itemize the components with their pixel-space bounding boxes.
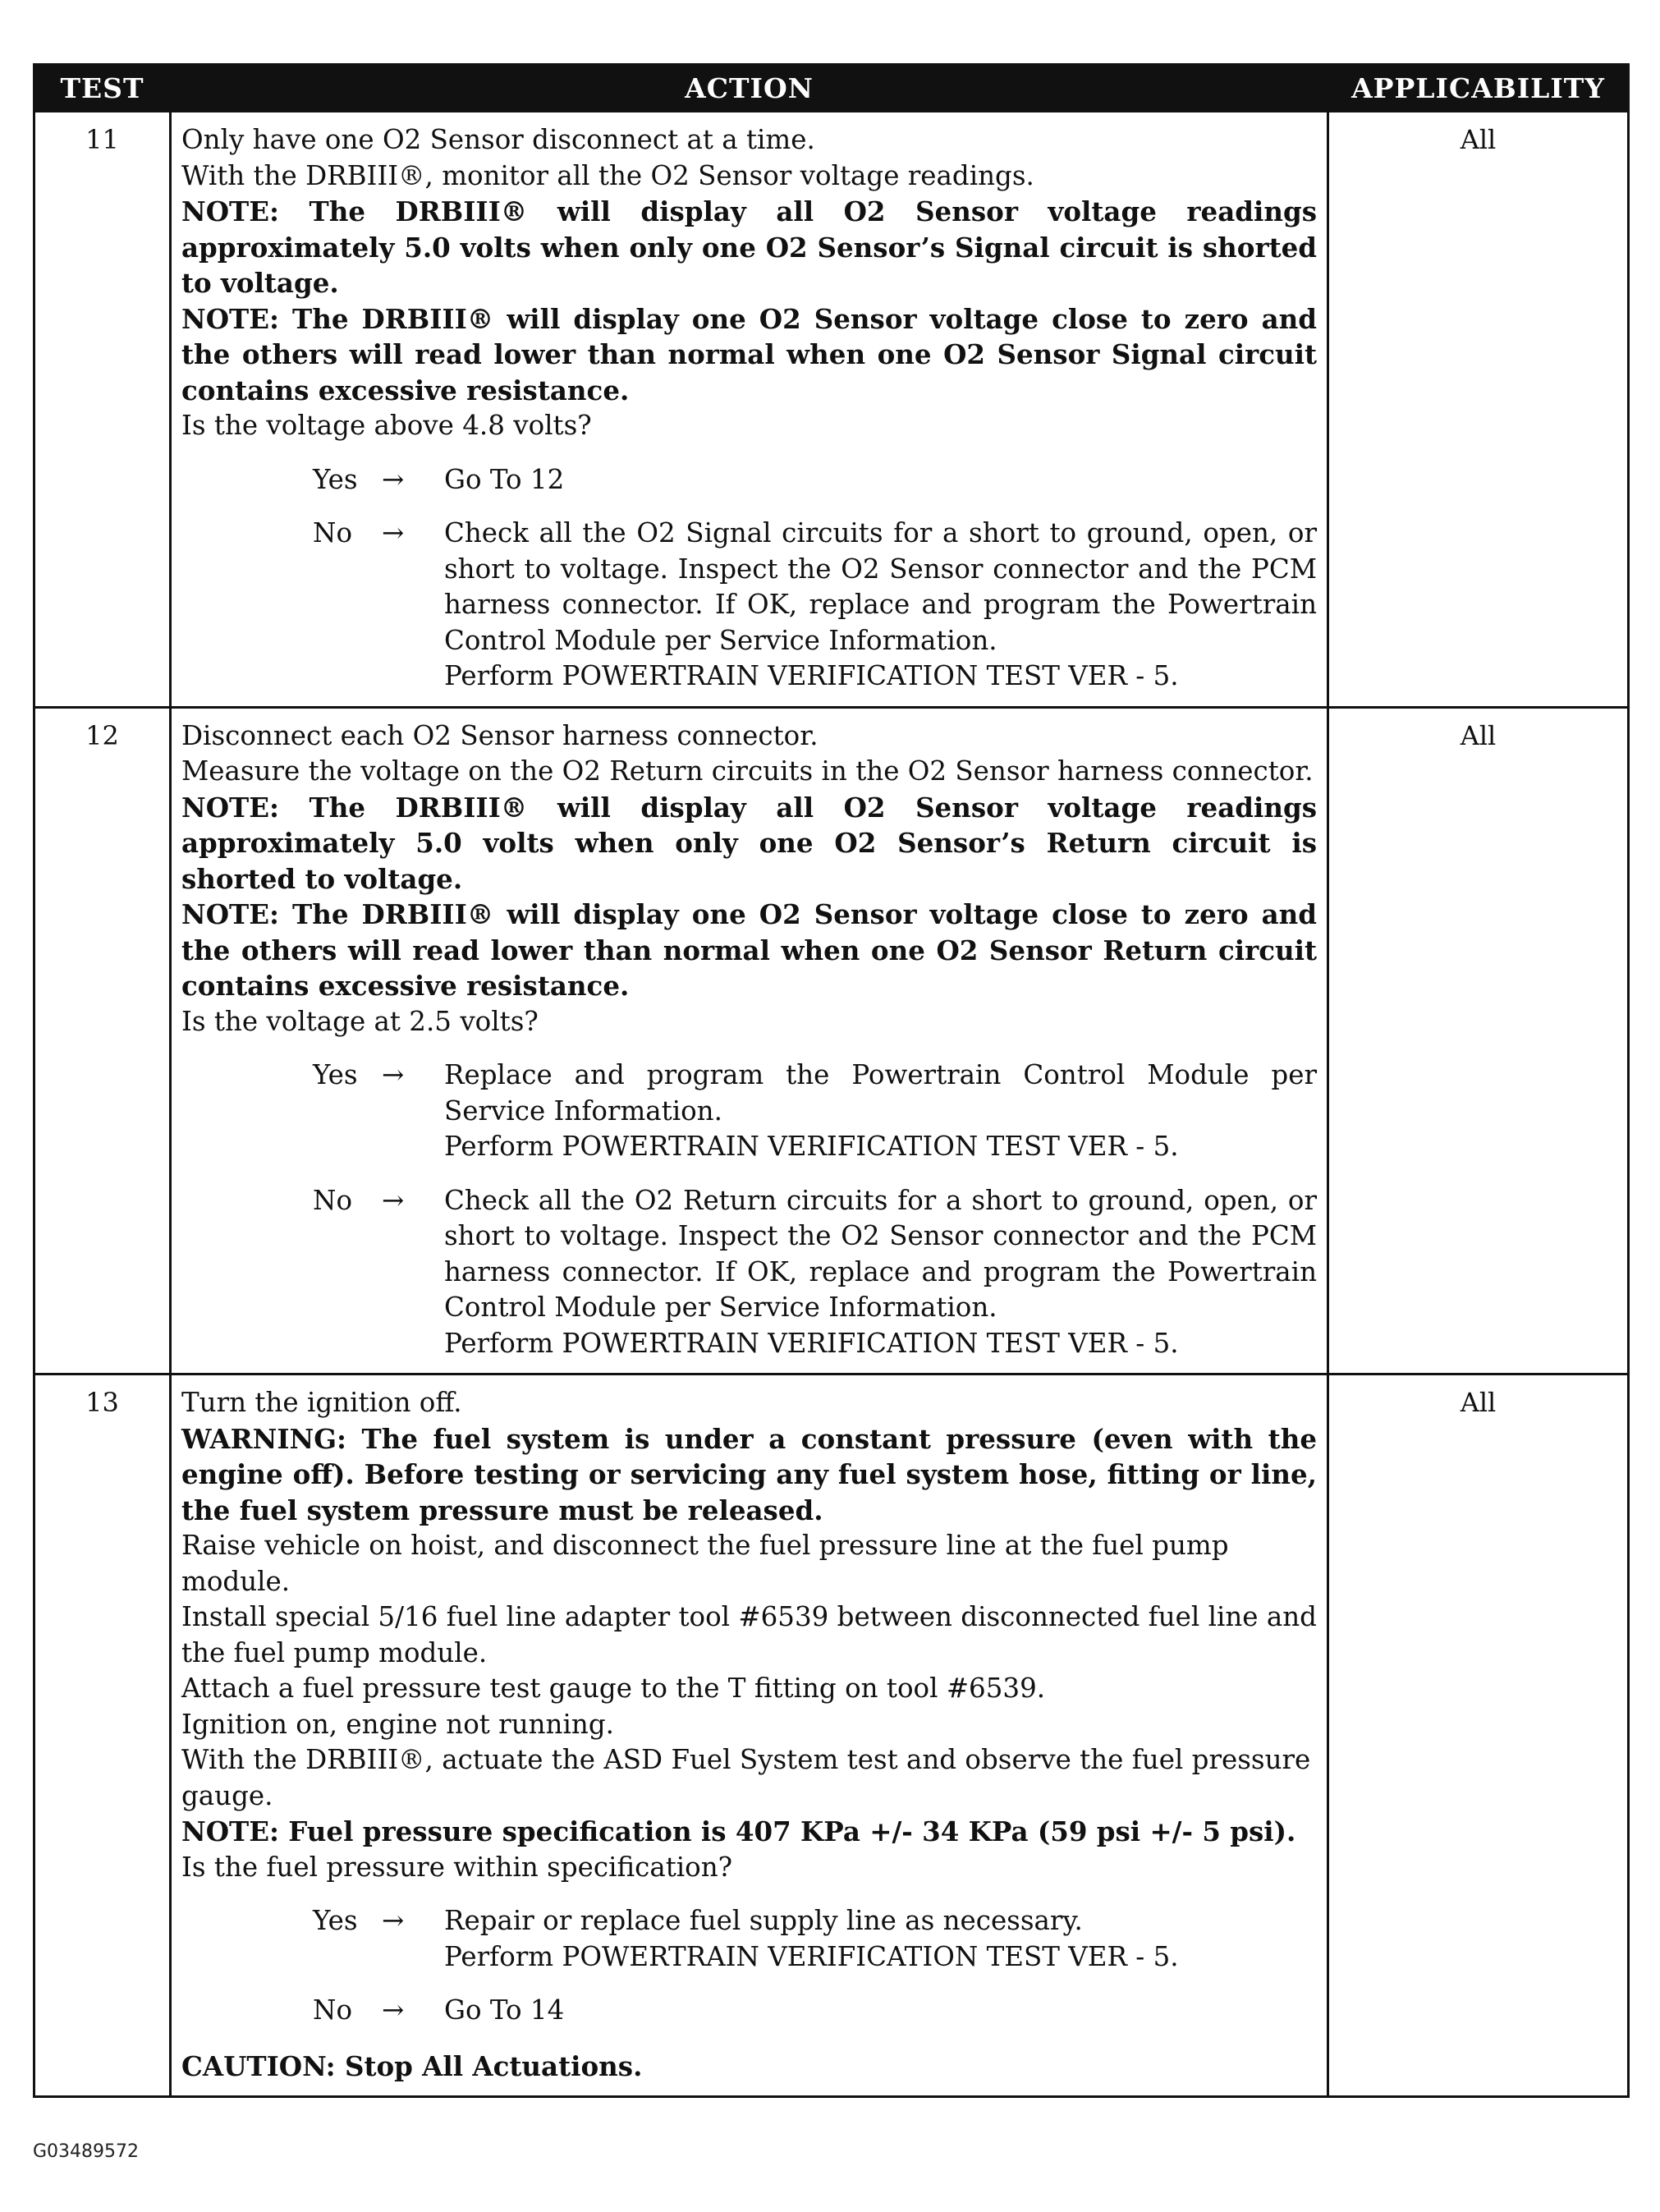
outcome-label: Yes: [313, 1905, 358, 1936]
result-line: Perform POWERTRAIN VERIFICATION TEST VER - 5.: [444, 1940, 1179, 1972]
note-text: NOTE: The DRBIII® will display one O2 Sensor voltage close to zero and the others will read lower than normal when one O2 Sensor Signal circuit contains excessive resistance.: [181, 302, 1317, 406]
action-cell: [171, 707, 1328, 1374]
outcome-label: Yes: [313, 463, 358, 495]
arrow-right-icon: →: [382, 517, 405, 548]
result-line: Go To 12: [444, 463, 565, 495]
arrow-right-icon: →: [382, 463, 405, 495]
header-action: ACTION: [171, 65, 1328, 112]
result-line: Perform POWERTRAIN VERIFICATION TEST VER - 5.: [444, 1327, 1179, 1359]
table-row: [34, 1374, 1629, 2097]
outcome-no: [181, 1183, 1317, 1362]
note-text: WARNING: The fuel system is under a constant pressure (even with the engine off). Before testing or servicing any fuel system hose, fitting or line, the fuel system pressure must be released.: [181, 1422, 1317, 1526]
action-cell: [171, 1374, 1328, 2097]
instruction-text: Attach a fuel pressure test gauge to the T fitting on tool #6539.: [181, 1673, 1046, 1704]
note-text: NOTE: The DRBIII® will display all O2 Sensor voltage readings approximately 5.0 volts when only one O2 Sensor’s Return circuit is shorted to voltage.: [181, 791, 1317, 895]
note-text: NOTE: Fuel pressure specification is 407 KPa +/- 34 KPa (59 psi +/- 5 psi).: [181, 1815, 1296, 1847]
action-cell: [171, 112, 1328, 708]
instruction-text: Is the voltage at 2.5 volts?: [181, 1005, 539, 1037]
result-line: Check all the O2 Signal circuits for a short to ground, open, or short to voltage. Inspect the O2 Sensor connector and the PCM harness connector. If OK, replace and program the Powertrain Control Module per Service Information.: [444, 517, 1317, 656]
table-header: [34, 65, 1629, 112]
instruction-text: With the DRBIII®, actuate the ASD Fuel System test and observe the fuel pressure gauge.: [181, 1744, 1311, 1811]
outcome-no: [181, 516, 1317, 695]
table-body: [34, 112, 1629, 2097]
note-text: NOTE: The DRBIII® will display one O2 Sensor voltage close to zero and the others will read lower than normal when one O2 Sensor Return circuit contains excessive resistance.: [181, 898, 1317, 1002]
note-text: NOTE: The DRBIII® will display all O2 Sensor voltage readings approximately 5.0 volts when only one O2 Sensor’s Signal circuit is shorted to voltage.: [181, 195, 1317, 299]
diagnostic-test-table: [33, 63, 1630, 2098]
outcome-result: [444, 462, 1317, 498]
applicability-value: All: [1328, 112, 1629, 708]
test-number: 12: [34, 707, 171, 1374]
outcome-yes: [181, 1058, 1317, 1165]
instruction-text: Only have one O2 Sensor disconnect at a time.: [181, 124, 815, 155]
applicability-value: All: [1328, 1374, 1629, 2097]
instruction-text: Ignition on, engine not running.: [181, 1708, 614, 1740]
instruction-text: Is the fuel pressure within specification?: [181, 1851, 733, 1883]
outcome-result: [444, 516, 1317, 695]
outcome-result: [444, 1058, 1317, 1165]
result-line: Check all the O2 Return circuits for a short to ground, open, or short to voltage. Inspect the O2 Sensor connector and the PCM harness connector. If OK, replace and program the Powertrain Control Module per Service Information.: [444, 1184, 1317, 1323]
outcome-yes: [181, 462, 1317, 498]
outcome-result: [444, 1183, 1317, 1362]
caution-text: CAUTION: Stop All Actuations.: [181, 2049, 643, 2082]
outcome-label: No: [313, 1994, 353, 2026]
result-line: Perform POWERTRAIN VERIFICATION TEST VER - 5.: [444, 660, 1179, 691]
header-applicability: APPLICABILITY: [1328, 65, 1629, 112]
outcome-label: No: [313, 517, 353, 548]
instruction-text: Install special 5/16 fuel line adapter tool #6539 between disconnected fuel line and the fuel pump module.: [181, 1601, 1317, 1668]
instruction-text: Disconnect each O2 Sensor harness connector.: [181, 719, 819, 751]
arrow-right-icon: →: [382, 1059, 405, 1090]
instruction-text: Is the voltage above 4.8 volts?: [181, 410, 592, 441]
result-line: Repair or replace fuel supply line as necessary.: [444, 1905, 1083, 1936]
result-line: Replace and program the Powertrain Control Module per Service Information.: [444, 1059, 1317, 1127]
table-row: [34, 707, 1629, 1374]
arrow-right-icon: →: [382, 1184, 405, 1216]
outcome-result: [444, 1993, 1317, 2029]
arrow-right-icon: →: [382, 1994, 405, 2026]
header-test: TEST: [34, 65, 171, 112]
table-row: [34, 112, 1629, 708]
instruction-text: Measure the voltage on the O2 Return circuits in the O2 Sensor harness connector.: [181, 755, 1314, 787]
outcome-yes: [181, 1903, 1317, 1975]
test-number: 13: [34, 1374, 171, 2097]
outcome-label: No: [313, 1184, 353, 1216]
result-line: Perform POWERTRAIN VERIFICATION TEST VER - 5.: [444, 1131, 1179, 1162]
arrow-right-icon: →: [382, 1905, 405, 1936]
applicability-value: All: [1328, 707, 1629, 1374]
outcome-result: [444, 1903, 1317, 1975]
instruction-text: Turn the ignition off.: [181, 1387, 462, 1418]
figure-id: G03489572: [33, 2141, 140, 2162]
test-number: 11: [34, 112, 171, 708]
instruction-text: With the DRBIII®, monitor all the O2 Sensor voltage readings.: [181, 159, 1034, 191]
result-line: Go To 14: [444, 1994, 565, 2026]
instruction-text: Raise vehicle on hoist, and disconnect the fuel pressure line at the fuel pump module.: [181, 1530, 1229, 1597]
outcome-label: Yes: [313, 1059, 358, 1090]
outcome-no: [181, 1993, 1317, 2029]
